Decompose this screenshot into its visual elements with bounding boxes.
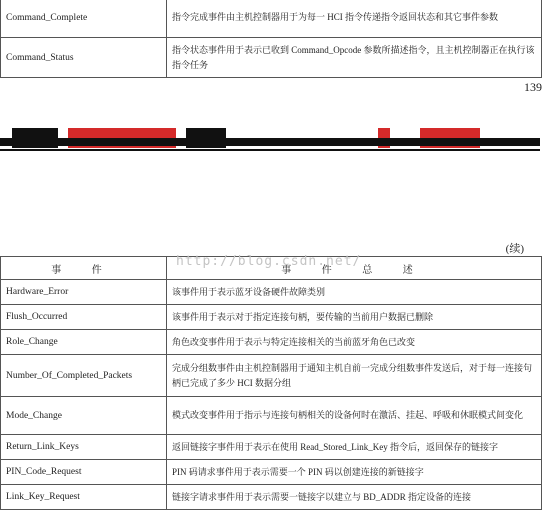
event-name-cell: Flush_Occurred	[1, 305, 167, 330]
event-description-cell: 指令状态事件用于表示已收到 Command_Opcode 参数所描述指令，且主机控制器正在执行该指令任务	[167, 38, 542, 78]
event-description-cell: 模式改变事件用于指示与连接句柄相关的设备何时在激活、挂起、呼吸和休眠模式间变化	[167, 397, 542, 435]
event-name-cell: Number_Of_Completed_Packets	[1, 355, 167, 397]
table-row	[1, 280, 542, 305]
hci-event-table	[0, 256, 542, 510]
event-description-cell: 指令完成事件由主机控制器用于为每一 HCI 指令传递指令返回状态和其它事件参数	[167, 0, 542, 38]
event-name-cell: Return_Link_Keys	[1, 435, 167, 460]
table-row	[1, 485, 542, 510]
column-header-description: 事 件 总 述	[167, 257, 542, 280]
page-number: 139	[524, 80, 542, 94]
table-header-row	[1, 257, 542, 280]
event-name-cell: PIN_Code_Request	[1, 460, 167, 485]
top-event-table	[0, 0, 542, 78]
continued-label: (续)	[505, 243, 524, 255]
column-header-event: 事 件	[1, 257, 167, 280]
clipped-header-banner	[0, 128, 540, 138]
event-name-cell: Hardware_Error	[1, 280, 167, 305]
table-row	[1, 0, 542, 38]
event-name-cell: Role_Change	[1, 330, 167, 355]
event-description-cell: 完成分组数事件由主机控制器用于通知主机自前一完成分组数事件发送后，对于每一连接句柄已完成了多少 HCI 数据分组	[167, 355, 542, 397]
event-description-cell: 该事件用于表示对于指定连接句柄，要传输的当前用户数据已删除	[167, 305, 542, 330]
table-row	[1, 38, 542, 78]
table-row	[1, 330, 542, 355]
event-description-cell: PIN 码请求事件用于表示需要一个 PIN 码以创建连接的新链接字	[167, 460, 542, 485]
event-description-cell: 该事件用于表示蓝牙设备硬件故障类别	[167, 280, 542, 305]
event-name-cell: Command_Complete	[1, 0, 167, 38]
table-row	[1, 355, 542, 397]
table-row	[1, 460, 542, 485]
event-name-cell: Command_Status	[1, 38, 167, 78]
table-row	[1, 435, 542, 460]
table-row	[1, 397, 542, 435]
event-name-cell: Link_Key_Request	[1, 485, 167, 510]
watermark-url: http://blog.csdn.net/	[176, 254, 362, 269]
table-row	[1, 305, 542, 330]
page-divider-thin	[0, 149, 540, 151]
page-divider-thick	[0, 138, 540, 146]
event-description-cell: 返回链接字事件用于表示在使用 Read_Stored_Link_Key 指令后，返回保存的链接字	[167, 435, 542, 460]
event-description-cell: 链接字请求事件用于表示需要一链接字以建立与 BD_ADDR 指定设备的连接	[167, 485, 542, 510]
event-name-cell: Mode_Change	[1, 397, 167, 435]
event-description-cell: 角色改变事件用于表示与特定连接相关的当前蓝牙角色已改变	[167, 330, 542, 355]
